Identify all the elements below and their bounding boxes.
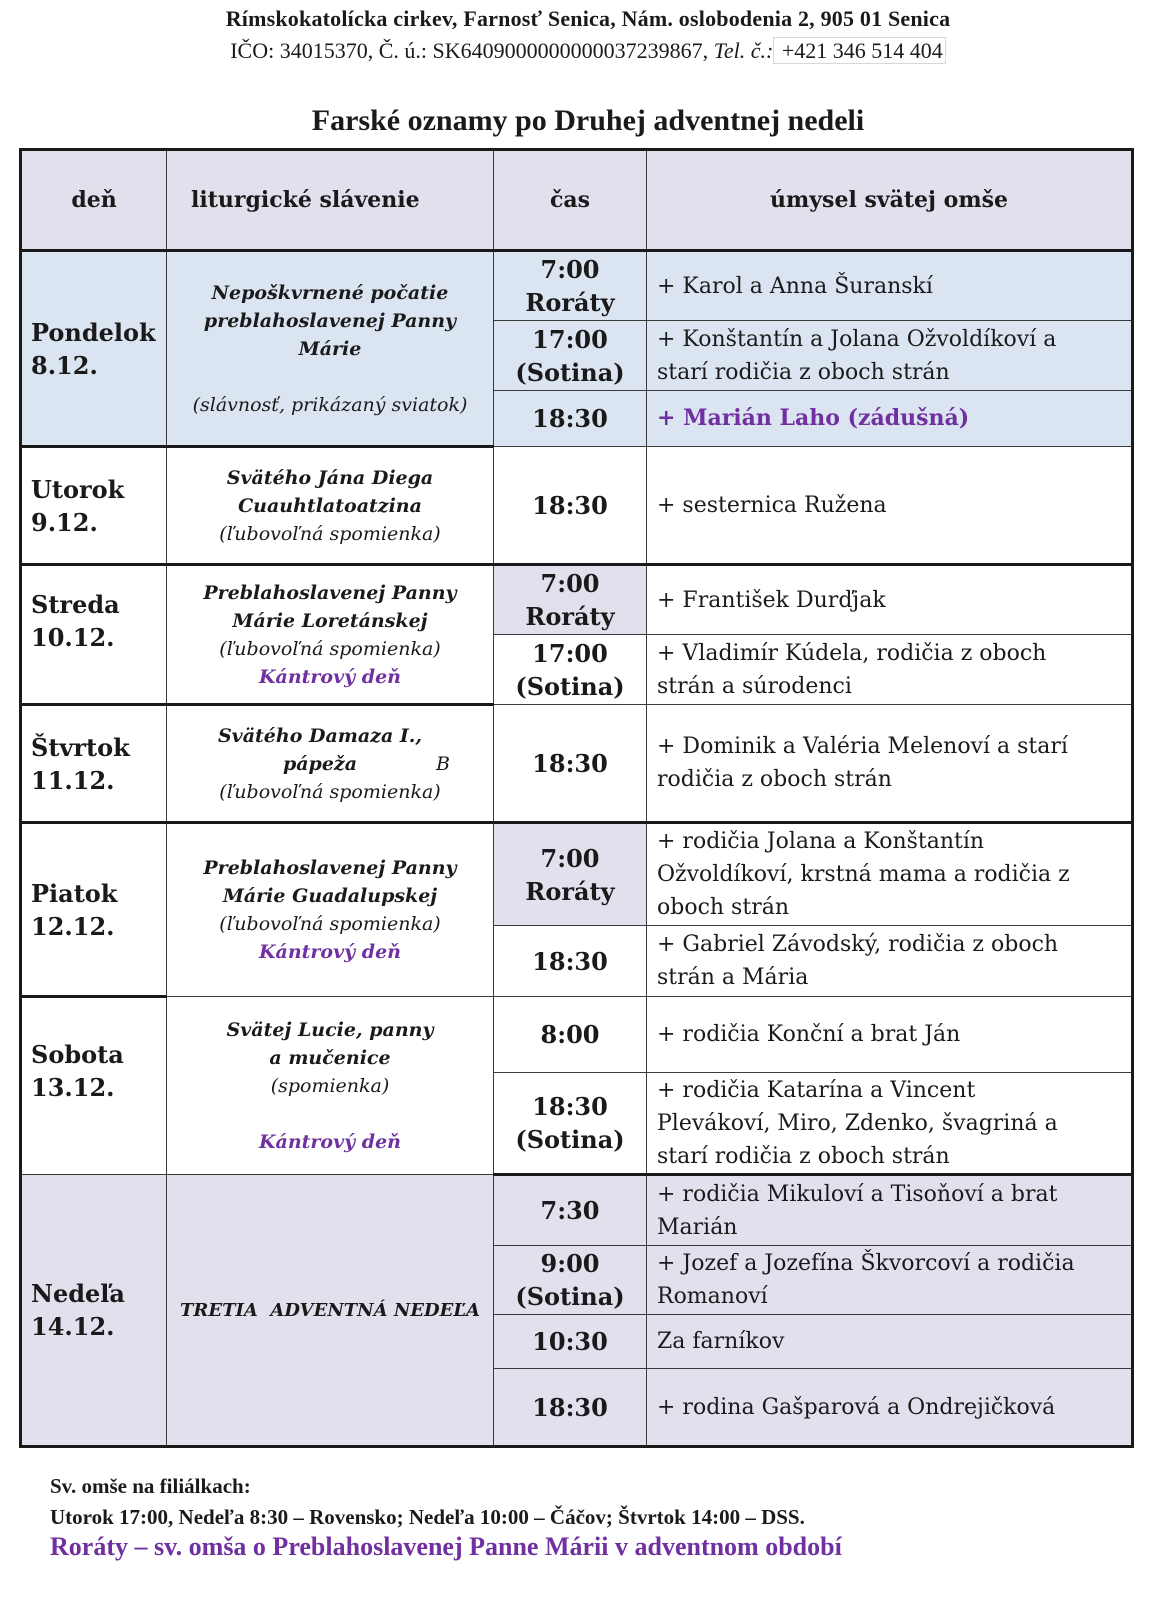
filialky-schedule: Utorok 17:00, Nedeľa 8:30 – Rovensko; Nedeľa 10:00 – Čáčov; Štvrtok 14:00 – DSS. bbox=[50, 1505, 805, 1529]
day-cell: Pondelok 8.12. bbox=[21, 251, 167, 447]
table-row bbox=[21, 997, 1133, 1073]
time-cell: 17:00 (Sotina) bbox=[494, 321, 647, 391]
liturgy-cell bbox=[167, 1175, 494, 1447]
time-cell: 7:00 Roráty bbox=[494, 251, 647, 321]
time-cell: 10:30 bbox=[494, 1315, 647, 1369]
liturgy-cell bbox=[167, 823, 494, 997]
time-cell: 17:00 (Sotina) bbox=[494, 635, 647, 705]
ember-day-label: Kántrový deň bbox=[259, 941, 401, 963]
liturgy-cell bbox=[167, 447, 494, 565]
tel-label: Tel. č.: bbox=[713, 38, 774, 63]
day-cell: Piatok 12.12. bbox=[21, 823, 167, 997]
table-row bbox=[21, 823, 1133, 926]
intention-cell: + sesternica Ružena bbox=[647, 447, 1133, 565]
day-cell: Sobota 13.12. bbox=[21, 997, 167, 1175]
liturgy-note: (ľubovoľná spomienka) bbox=[219, 637, 441, 660]
intention-cell: + rodičia Mikuloví a Tisoňoví a brat Marián bbox=[647, 1175, 1133, 1246]
col-header-time: čas bbox=[494, 150, 647, 251]
roraty-note: Roráty – sv. omša o Preblahoslavenej Panne Márii v adventnom období bbox=[50, 1532, 842, 1561]
liturgy-note: (ľubovoľná spomienka) bbox=[219, 522, 441, 545]
intention-cell: + rodičia Jolana a Konštantín Ožvoldíkoví, krstná mama a rodičia z oboch strán bbox=[647, 823, 1133, 926]
ico-account: IČO: 34015370, Č. ú.: SK6409000000000037239867, bbox=[230, 38, 714, 63]
day-cell: Nedeľa 14.12. bbox=[21, 1175, 167, 1447]
intention-cell: + rodina Gašparová a Ondrejičková bbox=[647, 1369, 1133, 1447]
time-cell: 7:00 Roráty bbox=[494, 565, 647, 635]
time-cell: 18:30 (Sotina) bbox=[494, 1073, 647, 1175]
intention-cell: + Gabriel Závodský, rodičia z oboch strán a Mária bbox=[647, 926, 1133, 997]
liturgy-cell bbox=[167, 565, 494, 705]
liturgy-note: (spomienka) bbox=[270, 1074, 390, 1097]
time-cell: 18:30 bbox=[494, 1369, 647, 1447]
table-row bbox=[21, 447, 1133, 565]
day-cell: Streda 10.12. bbox=[21, 565, 167, 705]
intention-cell: + rodičia Katarína a Vincent Plevákoví, Miro, Zdenko, švagriná a starí rodičia z oboch strán bbox=[647, 1073, 1133, 1175]
page-title: Farské oznamy po Druhej adventnej nedeli bbox=[311, 104, 865, 137]
table-row bbox=[21, 251, 1133, 321]
time-cell: 18:30 bbox=[494, 447, 647, 565]
liturgy-name: Preblahoslavenej Panny Márie Loretánskej bbox=[203, 581, 457, 632]
liturgy-cell bbox=[167, 705, 494, 823]
liturgy-cell bbox=[167, 251, 494, 447]
liturgy-note: (slávnosť, prikázaný sviatok) bbox=[192, 393, 468, 416]
intention-cell-highlight: + Marián Laho (zádušná) bbox=[647, 391, 1133, 447]
intention-cell: Za farníkov bbox=[647, 1315, 1133, 1369]
ember-day-label: Kántrový deň bbox=[259, 1130, 401, 1153]
table-row bbox=[21, 565, 1133, 635]
day-cell: Štvrtok 11.12. bbox=[21, 705, 167, 823]
col-header-liturgy: liturgické slávenie bbox=[167, 150, 494, 251]
intention-cell: + František Durďjak bbox=[647, 565, 1133, 635]
liturgy-cell bbox=[167, 997, 494, 1175]
time-cell: 18:30 bbox=[494, 926, 647, 997]
table-row bbox=[21, 1175, 1133, 1246]
intention-cell: + Konštantín a Jolana Ožvoldíkoví a starí rodičia z oboch strán bbox=[647, 321, 1133, 391]
schedule-table bbox=[19, 148, 1134, 1448]
time-cell: 18:30 bbox=[494, 391, 647, 447]
parish-address: Rímskokatolícka cirkev, Farnosť Senica, Nám. oslobodenia 2, 905 01 Senica bbox=[225, 6, 951, 31]
col-header-intention: úmysel svätej omše bbox=[647, 150, 1133, 251]
time-cell: 8:00 bbox=[494, 997, 647, 1073]
time-cell: 7:30 bbox=[494, 1175, 647, 1246]
liturgy-note: (ľubovoľná spomienka) bbox=[219, 780, 441, 803]
day-cell: Utorok 9.12. bbox=[21, 447, 167, 565]
parish-ids bbox=[0, 38, 1176, 64]
intention-cell: + Karol a Anna Šuranskí bbox=[647, 251, 1133, 321]
time-cell: 9:00 (Sotina) bbox=[494, 1246, 647, 1315]
filialky-label: Sv. omše na filiálkach: bbox=[50, 1474, 251, 1498]
liturgy-note: (ľubovoľná spomienka) bbox=[219, 913, 441, 935]
time-cell: 7:00 Roráty bbox=[494, 823, 647, 926]
phone-number: +421 346 514 404 bbox=[773, 37, 945, 64]
liturgy-name: Nepoškvrnené počatie preblahoslavenej Panny Márie bbox=[203, 281, 457, 360]
intention-cell: + Dominik a Valéria Melenoví a starí rodičia z oboch strán bbox=[647, 705, 1133, 823]
liturgy-name: Svätej Lucie, panny a mučenice bbox=[226, 1018, 434, 1069]
liturgy-name: TRETIA ADVENTNÁ NEDEĽA bbox=[180, 1299, 480, 1321]
liturgy-name: Svätého Jána Diega Cuauhtlatoatzina bbox=[226, 466, 434, 517]
col-header-day: deň bbox=[21, 150, 167, 251]
liturgy-name: Svätého Damaza I., pápeža bbox=[217, 724, 423, 775]
ember-day-label: Kántrový deň bbox=[259, 665, 401, 688]
table-row bbox=[21, 705, 1133, 823]
table-header-row bbox=[21, 150, 1133, 251]
liturgy-suffix: B bbox=[436, 752, 450, 775]
intention-cell: + Jozef a Jozefína Škvorcoví a rodičia Romanoví bbox=[647, 1246, 1133, 1315]
liturgy-name: Preblahoslavenej Panny Márie Guadalupskej bbox=[203, 857, 457, 907]
intention-cell: + rodičia Konční a brat Ján bbox=[647, 997, 1133, 1073]
time-cell: 18:30 bbox=[494, 705, 647, 823]
intention-cell: + Vladimír Kúdela, rodičia z oboch strán a súrodenci bbox=[647, 635, 1133, 705]
